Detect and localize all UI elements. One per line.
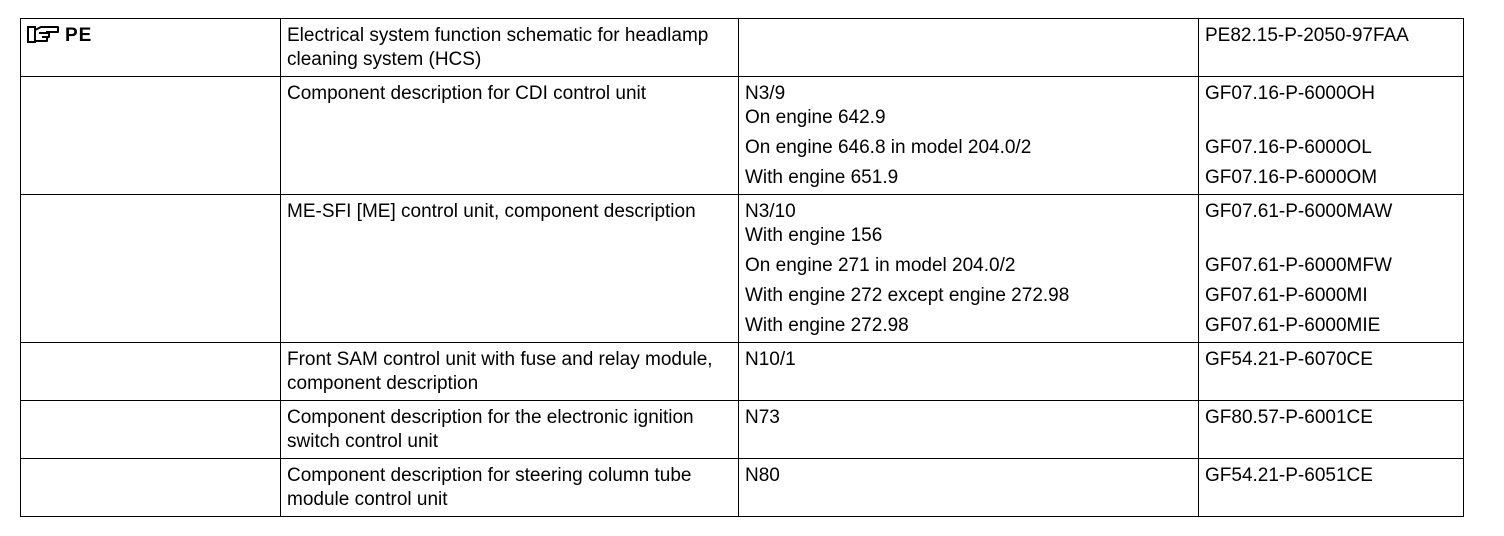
row-designation: N10/1: [739, 343, 1199, 401]
row-designation: N3/9: [745, 83, 786, 104]
document-table: [20, 18, 1464, 517]
table-row: [21, 459, 1464, 517]
variant-label: With engine 272.98: [745, 315, 909, 336]
row-designation: N73: [739, 401, 1199, 459]
pointing-hand-icon: [27, 24, 61, 53]
table-row: [21, 195, 1464, 343]
variant-label: With engine 156: [745, 225, 883, 246]
row-designation-cell: [739, 195, 1199, 343]
variant-label: With engine 272 except engine 272.98: [745, 285, 1070, 306]
row-code-cell: [1199, 77, 1464, 195]
variant-label: On engine 271 in model 204.0/2: [745, 255, 1016, 276]
row-description: Front SAM control unit with fuse and relay module, component description: [281, 343, 739, 401]
variant-code: GF07.16-P-6000OL: [1205, 137, 1372, 158]
table-row-header: [21, 19, 1464, 77]
header-empty-cell: [739, 19, 1199, 77]
header-code: PE82.15-P-2050-97FAA: [1199, 19, 1464, 77]
row-description: Component description for CDI control unit: [281, 77, 739, 195]
table-row: [21, 401, 1464, 459]
row-description: ME-SFI [ME] control unit, component description: [281, 195, 739, 343]
table-row: [21, 343, 1464, 401]
row-code: GF80.57-P-6001CE: [1199, 401, 1464, 459]
pe-cell: [21, 19, 281, 77]
variant-label: With engine 651.9: [745, 167, 899, 188]
row-designation: N80: [739, 459, 1199, 517]
row-designation: N3/10: [745, 201, 796, 222]
variant-code: GF07.16-P-6000OM: [1205, 167, 1378, 188]
row-code: GF54.21-P-6051CE: [1199, 459, 1464, 517]
variant-label: On engine 646.8 in model 204.0/2: [745, 137, 1032, 158]
pe-label: PE: [65, 25, 93, 46]
variant-code: GF07.61-P-6000MFW: [1205, 255, 1392, 276]
row-code: GF54.21-P-6070CE: [1199, 343, 1464, 401]
header-title: Electrical system function schematic for headlamp cleaning system (HCS): [281, 19, 739, 77]
variant-code: GF07.61-P-6000MAW: [1205, 201, 1393, 222]
variant-code: GF07.61-P-6000MI: [1205, 285, 1368, 306]
variant-label: On engine 642.9: [745, 107, 886, 128]
variant-code: GF07.61-P-6000MIE: [1205, 315, 1381, 336]
row-description: Component description for steering column tube module control unit: [281, 459, 739, 517]
row-code-cell: [1199, 195, 1464, 343]
variant-code: GF07.16-P-6000OH: [1205, 83, 1376, 104]
row-description: Component description for the electronic ignition switch control unit: [281, 401, 739, 459]
table-row: [21, 77, 1464, 195]
row-designation-cell: [739, 77, 1199, 195]
